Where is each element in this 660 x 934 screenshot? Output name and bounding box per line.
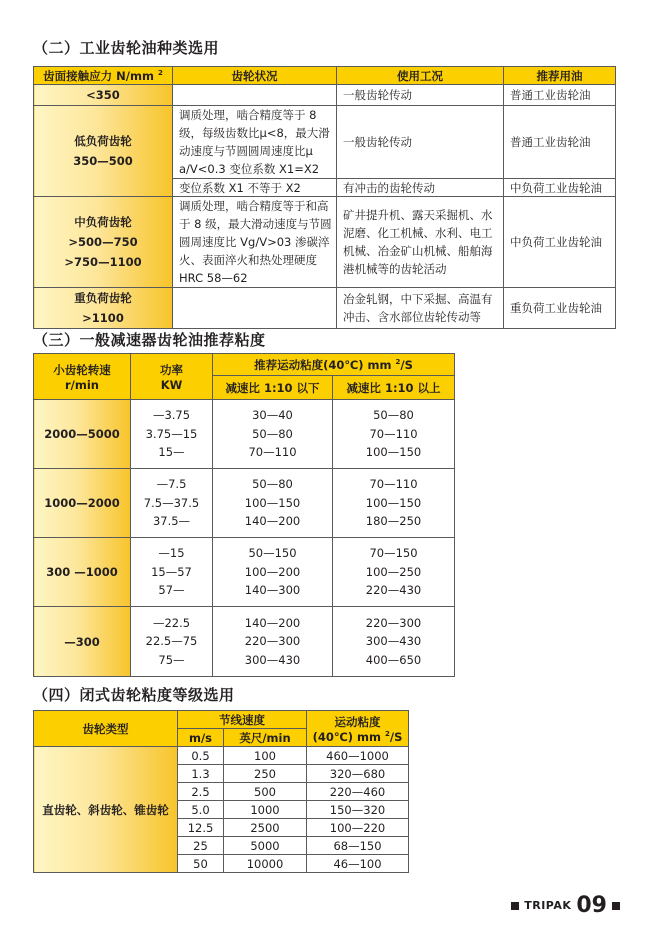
speed-below-300: —300 [34, 607, 131, 677]
header-kinematic-viscosity-unit: (40℃) mm $^2$/S [312, 729, 403, 744]
viscosity-low-group [213, 538, 333, 607]
reducer-viscosity-table [33, 353, 455, 677]
viscosity-high-group [333, 607, 455, 677]
header-pinion-speed [34, 354, 131, 400]
usage-lt350: 一般齿轮传动 [337, 85, 504, 106]
viscosity-value: 140—300 [244, 583, 301, 598]
oil-lt350: 普通工业齿轮油 [504, 85, 616, 106]
viscosity-value: 140—200 [244, 615, 301, 630]
heavy-load-range: >1100 [82, 311, 124, 325]
gear-oil-selection-table [33, 66, 616, 329]
header-kinematic-viscosity [307, 711, 409, 747]
viscosity-high-group [333, 469, 455, 538]
power-group [131, 538, 213, 607]
viscosity-value: 30—40 [252, 408, 293, 423]
power-value: —15 [158, 546, 185, 561]
mid-load-range-2: >750—1100 [64, 255, 142, 269]
viscosity-value: 300—430 [365, 634, 422, 649]
viscosity-range: 68—150 [307, 837, 409, 855]
power-value: 3.75—15 [145, 426, 198, 441]
viscosity-value: 100—250 [365, 564, 422, 579]
header-pinion-speed-label: 小齿轮转速 [53, 362, 111, 377]
stress-lt350: <350 [34, 85, 173, 106]
speed-ms: 1.3 [178, 765, 224, 783]
header-stress: 齿面接触应力 N/mm $^2$ [34, 67, 173, 85]
viscosity-range: 220—460 [307, 783, 409, 801]
speed-ms: 50 [178, 855, 224, 873]
mid-load-condition: 调质处理，啮合精度等于和高于 8 级，最大滑动速度与节圆圆周速度比 Vg/V>03 渗碳淬火、表面淬火和热处理硬度 HRC 58—62 [173, 197, 337, 288]
header-ftmin: 英尺/min [224, 729, 307, 747]
power-value: —3.75 [152, 408, 191, 423]
section3-title: （三）一般减速器齿轮油推荐粘度 [33, 331, 266, 349]
header-pinion-speed-unit: r/min [65, 377, 99, 392]
power-value: 15—57 [151, 564, 192, 579]
viscosity-range: 150—320 [307, 801, 409, 819]
speed-ms: 5.0 [178, 801, 224, 819]
square-bullet-icon [612, 902, 620, 910]
viscosity-range: 46—100 [307, 855, 409, 873]
page-footer [511, 893, 620, 918]
mid-load-range-1: >500—750 [68, 235, 138, 249]
viscosity-high-group [333, 400, 455, 469]
low-load-condition-2: 变位系数 X1 不等于 X2 [173, 179, 337, 197]
speed-ms: 2.5 [178, 783, 224, 801]
header-recommended-viscosity: 推荐运动粘度(40℃) mm $^2$/S [213, 354, 455, 376]
header-kinematic-viscosity-label: 运动粘度 [334, 714, 381, 729]
section2-title: （二）工业齿轮油种类选用 [33, 39, 220, 57]
viscosity-value: 180—250 [365, 514, 422, 529]
viscosity-value: 70—150 [369, 546, 418, 561]
speed-ftmin: 5000 [224, 837, 307, 855]
viscosity-value: 50—80 [252, 426, 293, 441]
brand-name: TRIPAK [524, 899, 572, 912]
header-gear-type: 齿轮类型 [34, 711, 178, 747]
viscosity-low-group [213, 400, 333, 469]
header-condition: 齿轮状况 [173, 67, 337, 85]
header-ratio-above: 减速比 1:10 以上 [333, 376, 455, 400]
viscosity-value: 220—300 [244, 634, 301, 649]
heavy-load-name: 重负荷齿轮 [74, 291, 132, 305]
speed-1000-2000: 1000—2000 [34, 469, 131, 538]
header-ratio-below: 减速比 1:10 以下 [213, 376, 333, 400]
low-load-usage-2: 有冲击的齿轮传动 [337, 179, 504, 197]
section4-title: （四）闭式齿轮粘度等级选用 [33, 686, 235, 704]
speed-ftmin: 100 [224, 747, 307, 765]
low-load-range: 350—500 [73, 154, 133, 168]
low-load-oil-2: 中负荷工业齿轮油 [504, 179, 616, 197]
low-load-usage: 一般齿轮传动 [337, 106, 504, 179]
viscosity-value: 100—150 [365, 445, 422, 460]
heavy-load-oil: 重负荷工业齿轮油 [504, 288, 616, 329]
speed-ftmin: 1000 [224, 801, 307, 819]
speed-ms: 25 [178, 837, 224, 855]
power-group [131, 469, 213, 538]
speed-2000-5000: 2000—5000 [34, 400, 131, 469]
speed-ftmin: 250 [224, 765, 307, 783]
speed-ms: 12.5 [178, 819, 224, 837]
page-number: 09 [576, 893, 607, 918]
header-power-unit: KW [160, 377, 183, 392]
power-value: 22.5—75 [145, 634, 198, 649]
viscosity-value: 140—200 [244, 514, 301, 529]
power-value: 7.5—37.5 [143, 495, 200, 510]
viscosity-low-group [213, 607, 333, 677]
condition-lt350 [173, 85, 337, 106]
low-load-name: 低负荷齿轮 [74, 134, 132, 148]
heavy-load-usage: 冶金轧钢，中下采掘、高温有冲击、含水部位齿轮传动等 [337, 288, 504, 329]
power-value: 37.5— [152, 514, 191, 529]
speed-300-1000: 300 —1000 [34, 538, 131, 607]
header-oil: 推荐用油 [504, 67, 616, 85]
viscosity-value: 70—110 [369, 477, 418, 492]
closed-gear-viscosity-table [33, 710, 409, 873]
power-value: —22.5 [152, 615, 191, 630]
viscosity-value: 70—110 [248, 445, 297, 460]
viscosity-value: 70—110 [369, 426, 418, 441]
mid-load-oil: 中负荷工业齿轮油 [504, 197, 616, 288]
power-value: 57— [158, 583, 185, 598]
mid-load-name: 中负荷齿轮 [74, 215, 132, 229]
speed-ms: 0.5 [178, 747, 224, 765]
header-ms: m/s [178, 729, 224, 747]
power-value: —7.5 [156, 477, 187, 492]
header-power-label: 功率 [160, 362, 183, 377]
speed-ftmin: 10000 [224, 855, 307, 873]
mid-load-cell [34, 197, 173, 288]
viscosity-range: 460—1000 [307, 747, 409, 765]
heavy-load-cell [34, 288, 173, 329]
viscosity-range: 100—220 [307, 819, 409, 837]
speed-ftmin: 2500 [224, 819, 307, 837]
power-value: 75— [158, 652, 185, 667]
viscosity-high-group [333, 538, 455, 607]
viscosity-value: 100—150 [244, 495, 301, 510]
viscosity-value: 220—300 [365, 615, 422, 630]
heavy-load-condition [173, 288, 337, 329]
viscosity-value: 400—650 [365, 652, 422, 667]
viscosity-value: 50—150 [248, 546, 297, 561]
viscosity-value: 100—200 [244, 564, 301, 579]
gear-type-cell: 直齿轮、斜齿轮、锥齿轮 [34, 747, 178, 873]
power-group [131, 607, 213, 677]
low-load-oil: 普通工业齿轮油 [504, 106, 616, 179]
header-pitch-speed: 节线速度 [178, 711, 307, 729]
viscosity-value: 50—80 [373, 408, 414, 423]
header-usage: 使用工况 [337, 67, 504, 85]
viscosity-range: 320—680 [307, 765, 409, 783]
low-load-cell [34, 106, 173, 197]
header-power [131, 354, 213, 400]
power-value: 15— [158, 445, 185, 460]
viscosity-value: 300—430 [244, 652, 301, 667]
viscosity-value: 220—430 [365, 583, 422, 598]
power-group [131, 400, 213, 469]
speed-ftmin: 500 [224, 783, 307, 801]
mid-load-usage: 矿井提升机、露天采掘机、水泥磨、化工机械、水利、电工机械、冶金矿山机械、船舶海港机械等的齿轮活动 [337, 197, 504, 288]
viscosity-value: 50—80 [252, 477, 293, 492]
low-load-condition: 调质处理，啮合精度等于 8 级，每级齿数比μ<8，最大滑动速度与节圆圆周速度比μ a/V<0.3 变位系数 X1=X2 [173, 106, 337, 179]
viscosity-low-group [213, 469, 333, 538]
square-bullet-icon [511, 902, 519, 910]
viscosity-value: 100—150 [365, 495, 422, 510]
